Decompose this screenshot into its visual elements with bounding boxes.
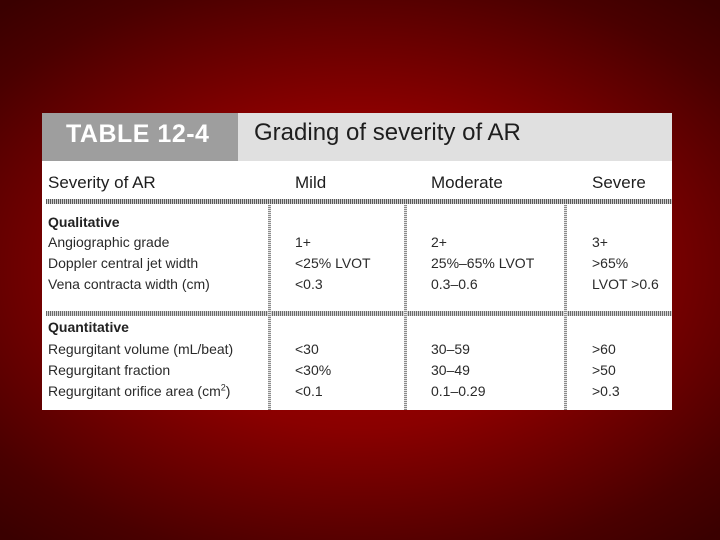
moderate-value: 25%–65% LVOT xyxy=(431,255,535,271)
table-row xyxy=(42,234,672,254)
section-divider xyxy=(46,311,672,316)
orifice-area-suffix: ) xyxy=(225,383,231,399)
table-image xyxy=(42,113,672,410)
section-label-qualitative: Qualitative xyxy=(48,214,120,230)
orifice-area-label: Regurgitant orifice area (cm xyxy=(48,383,221,399)
table-title: Grading of severity of AR xyxy=(254,119,521,146)
moderate-value: 0.3–0.6 xyxy=(431,276,478,292)
moderate-value: 30–49 xyxy=(431,362,470,378)
row-label: Angiographic grade xyxy=(48,234,170,250)
severe-value: >0.3 xyxy=(592,383,620,399)
row-label: Regurgitant fraction xyxy=(48,362,171,378)
table-row xyxy=(42,362,672,382)
table-row xyxy=(42,255,672,275)
row-label xyxy=(48,383,230,399)
severe-value: >65% xyxy=(592,255,629,271)
table-number: TABLE 12-4 xyxy=(42,113,238,161)
mild-value: 1+ xyxy=(295,234,311,250)
table-title-bar xyxy=(42,113,672,161)
header-mild: Mild xyxy=(295,173,327,192)
severe-value: >60 xyxy=(592,341,616,357)
orifice-area-superscript: 2 xyxy=(220,382,226,393)
severe-value: LVOT >0.6 xyxy=(592,276,659,292)
mild-value: <30% xyxy=(295,362,332,378)
header-divider xyxy=(46,199,672,204)
mild-value: <0.1 xyxy=(295,383,323,399)
table-row xyxy=(42,341,672,361)
section-label-quantitative: Quantitative xyxy=(48,319,129,335)
header-severe: Severe xyxy=(592,173,646,192)
moderate-value: 2+ xyxy=(431,234,447,250)
table-row xyxy=(42,276,672,296)
severe-value: >50 xyxy=(592,362,616,378)
moderate-value: 30–59 xyxy=(431,341,470,357)
severe-value: 3+ xyxy=(592,234,608,250)
row-label: Vena contracta width (cm) xyxy=(48,276,210,292)
row-label: Doppler central jet width xyxy=(48,255,199,271)
mild-value: <25% LVOT xyxy=(295,255,371,271)
row-label: Regurgitant volume (mL/beat) xyxy=(48,341,234,357)
moderate-value: 0.1–0.29 xyxy=(431,383,486,399)
mild-value: <30 xyxy=(295,341,319,357)
mild-value: <0.3 xyxy=(295,276,323,292)
header-moderate: Moderate xyxy=(431,173,503,192)
table-row xyxy=(42,383,672,403)
header-severity: Severity of AR xyxy=(48,173,156,192)
